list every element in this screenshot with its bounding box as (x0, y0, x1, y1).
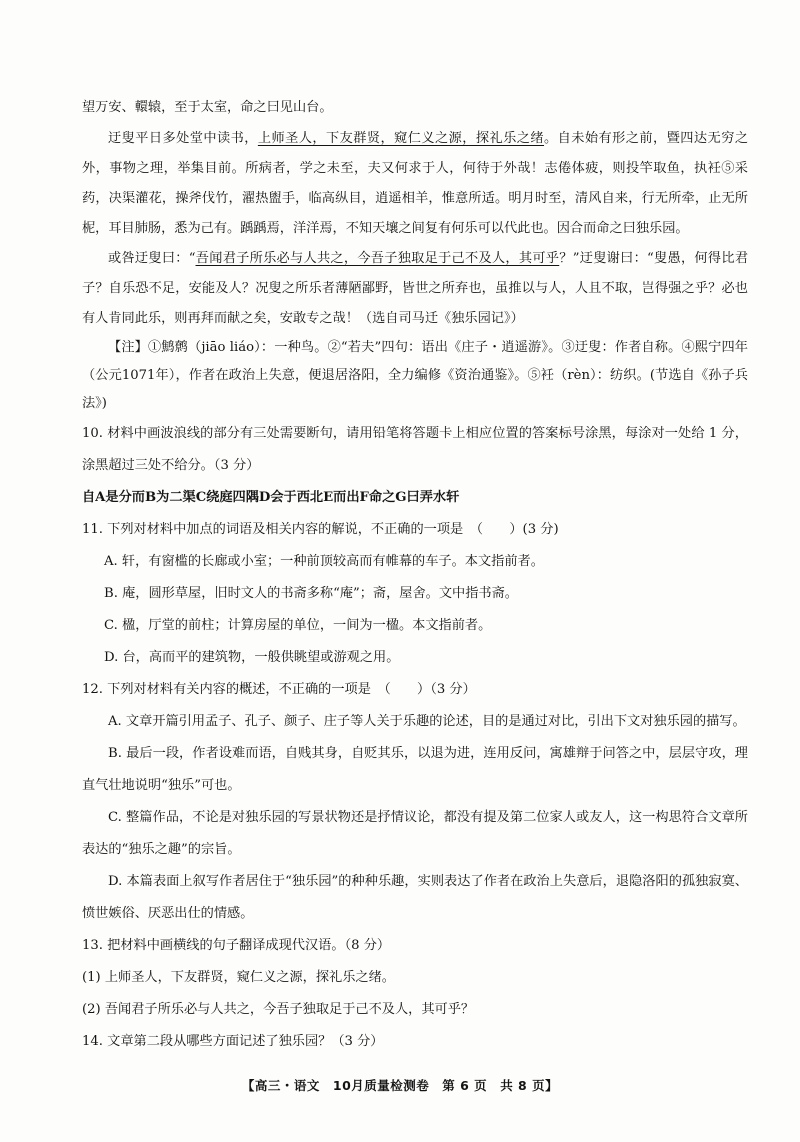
underlined-sentence-2: 吾闻君子所乐必与人共之，今吾子独取足于己不及人，其可乎 (195, 251, 560, 266)
question-12: 12. 下列对材料有关内容的概述，不正确的一项是 （ ）（3 分） (82, 682, 476, 697)
paragraph-3-rest: ？”迂叟谢曰：“叟愚，何得比君子？自乐恐不足，安能及人？况叟之所乐者薄陋鄙野，皆世之所弃也，虽推以与人，人且不取，岂得强之乎？必也有人肯同此乐，则再拜而献之矣，安敢专之哉！（选自司马迁《独乐园记》） (82, 251, 749, 326)
question-12-option-a: A. 文章开篇引用孟子、孔子、颜子、庄子等人关于乐趣的论述，目的是通过对比，引出下文对独乐园的描写。 (108, 714, 746, 729)
annotation-note: 【注】①鹪鹩（jiāo liáo）：一种鸟。②“若夫”四句：语出《庄子・逍遥游》。③迂叟：作者自称。④熙宁四年（公元1071年），作者在政治上失意，便退居洛阳，全力编修《资治通鉴》。⑤衽（rèn）：纺织。(节选自《孙子兵法》) (82, 340, 748, 411)
question-11-option-c: C. 楹，厅堂的前柱；计算房屋的单位，一间为一楹。本文指前者。 (104, 618, 492, 633)
text-line-opening: 望万安、轘辕，至于太室，命之曰见山台。 (82, 100, 333, 115)
paragraph-2-rest: 。自未始有形之前，暨四达无穷之外，事物之理，举集目前。所病者，学之未至，夫又何求于人，何待于外哉！志倦体疲，则投竿取鱼，执衽⑤采药，决渠灌花，操斧伐竹，濯热盥手，临高纵目，逍遥相羊，惟意所适。明月时至，清风自来，行无所牵，止无所柅，耳目肺肠，悉为己有。踽踽焉，洋洋焉，不知天壤之间复有何乐可以代此也。因合而命之曰独乐园。 (82, 131, 749, 236)
question-13: 13. 把材料中画横线的句子翻译成现代汉语。（8 分） (82, 938, 391, 953)
paragraph-3 (82, 244, 748, 334)
question-10: 10. 材料中画波浪线的部分有三处需要断句，请用铅笔将答题卡上相应位置的答案标号涂黑，每涂对一处给 1 分，涂黑超过三处不给分。（3 分） (82, 426, 748, 473)
question-10-sentence: 自A是分而B为二渠C绕庭四隅D会于西北E而出F命之G曰弄水轩 (82, 490, 460, 505)
question-14: 14. 文章第二段从哪些方面记述了独乐园？（3 分） (82, 1034, 384, 1049)
question-11: 11. 下列对材料中加点的词语及相关内容的解说，不正确的一项是 （ ）(3 分) (82, 522, 559, 537)
paragraph-3-start: 或咎迂叟曰：“ (108, 251, 196, 266)
question-11-option-a: A. 轩，有窗槛的长廊或小室；一种前顶较高而有帷幕的车子。本文指前者。 (104, 554, 544, 569)
page-footer: 【高三・语文 10月质量检测卷 第 6 页 共 8 页】 (241, 1078, 559, 1093)
question-11-option-d: D. 台，高而平的建筑物，一般供眺望或游观之用。 (104, 650, 400, 665)
underlined-sentence-1: 上师圣人，下友群贤，窥仁义之源，探礼乐之绪 (257, 131, 545, 146)
question-13-item-2: (2) 吾闻君子所乐必与人共之，今吾子独取足于己不及人，其可乎？ (82, 1002, 475, 1017)
paragraph-2-start: 迂叟平日多处堂中读书， (108, 131, 258, 146)
question-11-option-b: B. 庵，圆形草屋，旧时文人的书斋多称“庵”；斋，屋舍。文中指书斋。 (104, 586, 518, 601)
question-12-option-c: C. 整篇作品，不论是对独乐园的写景状物还是抒情议论，都没有提及第二位家人或友人，这一构思符合文章所表达的“独乐之趣”的宗旨。 (82, 810, 748, 857)
paragraph-2 (82, 124, 748, 244)
question-12-option-b: B. 最后一段，作者设难而语，自贱其身，自贬其乐，以退为进，连用反问，寓雄辩于问答之中，层层守攻，理直气壮地说明“独乐”可也。 (82, 746, 748, 793)
question-12-option-d: D. 本篇表面上叙写作者居住于“独乐园”的种种乐趣，实则表达了作者在政治上失意后，退隐洛阳的孤独寂寞、愤世嫉俗、厌恶出仕的情感。 (82, 874, 748, 921)
question-13-item-1: (1) 上师圣人，下友群贤，窥仁义之源，探礼乐之绪。 (82, 970, 395, 985)
